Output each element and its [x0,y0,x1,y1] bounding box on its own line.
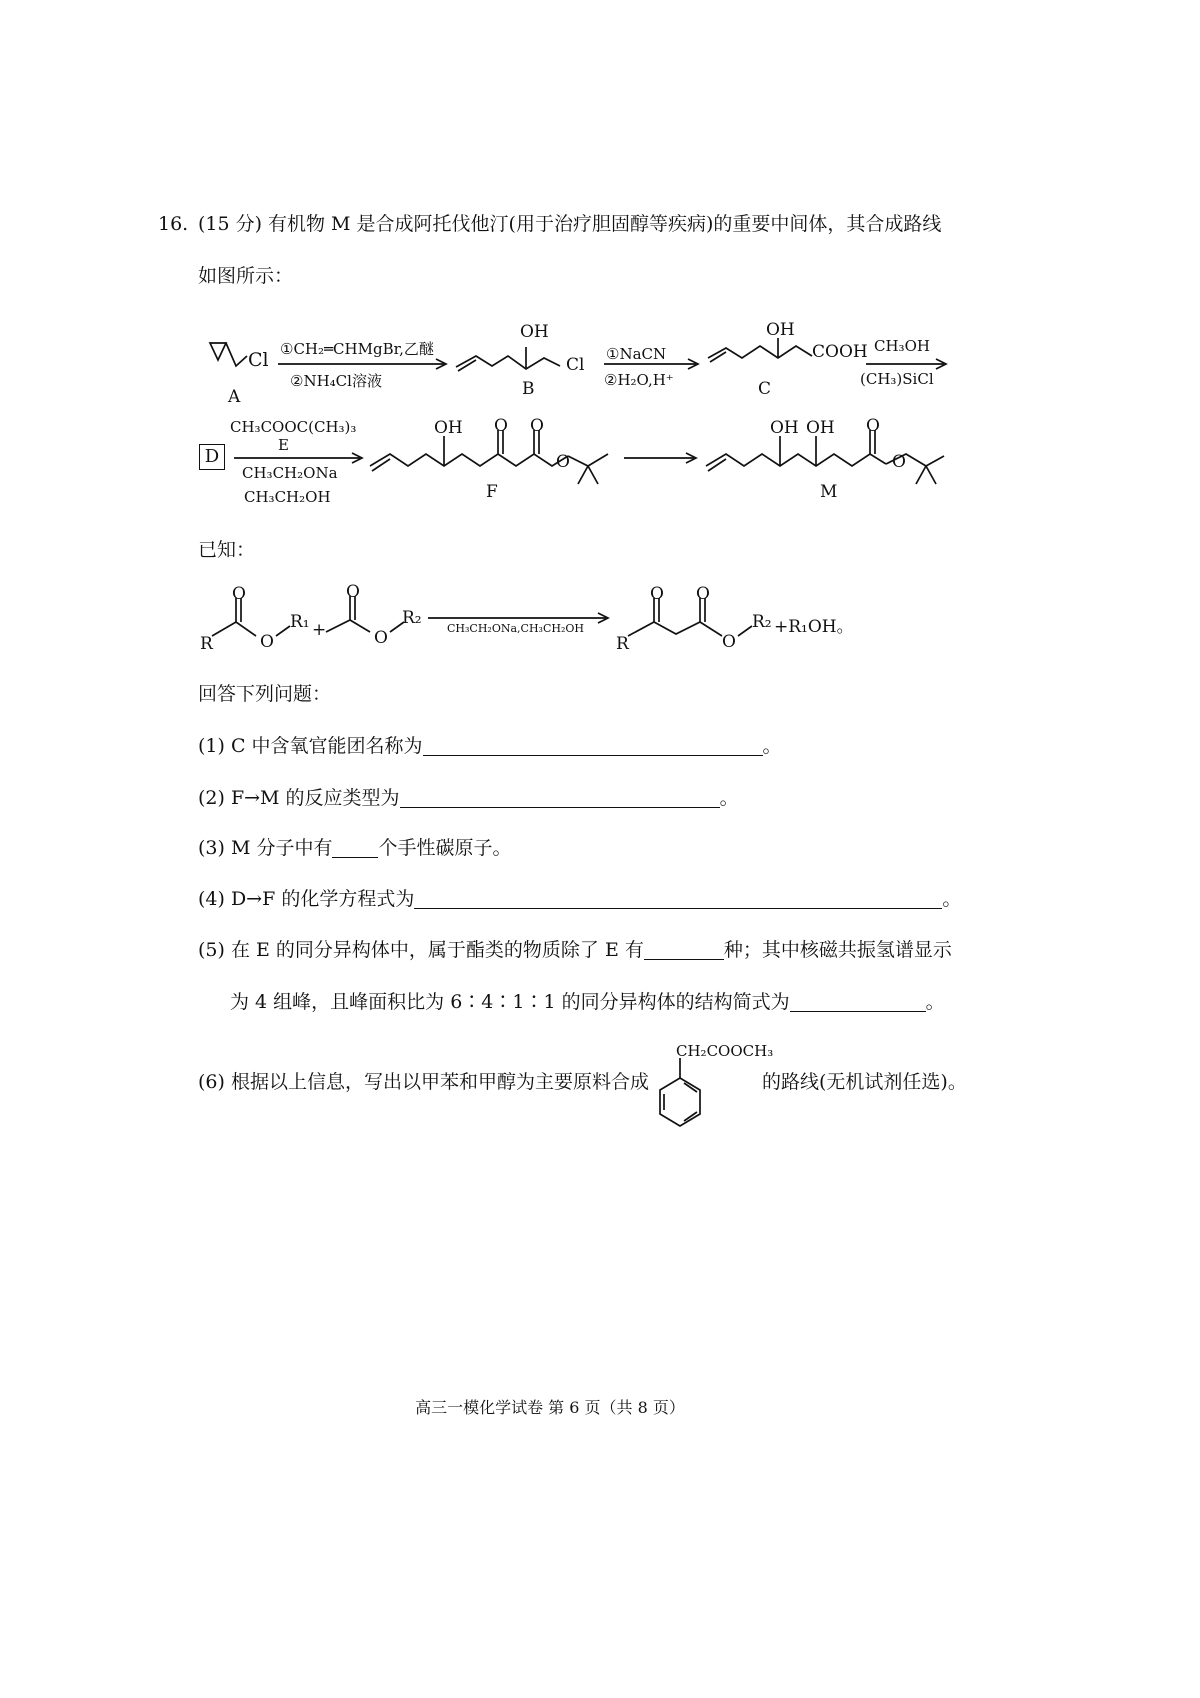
step2-reagent1: ①NaCN [606,345,667,363]
known-plus: + [312,620,327,640]
q5-line1 [198,941,952,960]
known-o1-ether: O [260,632,274,652]
q5-count-blank[interactable] [644,941,724,960]
step2-reagent2: ②H₂O,H⁺ [604,371,674,389]
step1-reagent2: ②NH₄Cl溶液 [290,372,382,390]
q6-end: 的路线(无机试剂任选)。 [762,1071,967,1093]
question-number: 16. [158,213,189,235]
compound-C-skeleton [708,346,812,358]
known-condition: CH₃CH₂ONa,CH₃CH₂OH [447,622,584,635]
answer-intro: 回答下列问题： [198,683,332,705]
q2-answer-blank[interactable] [400,789,720,808]
compound-A-cl: Cl [248,349,269,371]
known-ester2 [326,620,370,632]
step4-reagent-label: E [278,436,289,454]
compound-F-label: F [486,482,498,502]
question-intro-line1: 有机物 M 是合成阿托伐他汀(用于治疗胆固醇等疾病)的重要中间体，其合成路线 [268,213,942,235]
compound-F-o-ether: O [556,452,570,472]
step3-reagent2: (CH₃)SiCl [860,370,934,388]
q3-answer-blank[interactable] [332,839,378,858]
q1-answer-blank[interactable] [423,737,763,756]
q3-text: (3) M 分子中有 [198,837,333,859]
known-r2: R₂ [402,608,422,628]
q6-text: (6) 根据以上信息，写出以甲苯和甲醇为主要原料合成 [198,1071,649,1093]
q2 [198,789,739,808]
compound-C-oh: OH [766,320,795,340]
compound-M-skeleton [706,454,886,466]
compound-F-o-ester: O [530,416,544,436]
known-o2: O [346,582,360,602]
compound-A-label: A [228,387,241,407]
known-product-r: R [616,634,629,654]
q4 [198,890,961,909]
compound-F-o-keto: O [494,416,508,436]
compound-D-box: D [199,444,225,470]
compound-M-oh2: OH [806,418,835,438]
compound-M-label: M [820,482,838,502]
compound-B-oh: OH [520,322,549,342]
question-intro-line2: 如图所示： [198,265,294,287]
step4-reagent1: CH₃COOC(CH₃)₃ [230,418,357,436]
q5-text: (5) 在 E 的同分异构体中，属于酯类的物质除了 E 有 [198,939,644,961]
known-product-o2: O [696,584,710,604]
known-product-tail: +R₁OH。 [774,617,854,637]
compound-F-oh: OH [434,418,463,438]
compound-M-o-ether: O [892,452,906,472]
q5-line2 [230,993,945,1012]
known-o1: O [232,584,246,604]
known-product-o-ether: O [722,632,736,652]
benzene-ring [660,1078,700,1126]
known-product-o1: O [650,584,664,604]
compound-B-label: B [522,379,535,399]
step3-reagent1: CH₃OH [874,337,930,355]
known-title: 已知： [198,539,256,561]
step1-reagent1: ①CH₂═CHMgBr,乙醚 [280,340,434,358]
compound-F-skeleton [370,454,568,466]
compound-M-oh1: OH [770,418,799,438]
q2-end: 。 [719,787,739,809]
known-ester1 [212,622,256,636]
known-o2-ether: O [374,628,388,648]
compound-B-cl: Cl [566,355,585,375]
q3-end: 个手性碳原子。 [378,837,512,859]
page-footer: 高三一模化学试卷 第 6 页（共 8 页） [415,1398,685,1417]
question-score: (15 分) [198,213,263,235]
known-r1: R₁ [290,612,310,632]
compound-M-o-ester: O [866,416,880,436]
q4-answer-blank[interactable] [414,890,942,909]
compound-A-chain [226,343,247,366]
q2-text: (2) F→M 的反应类型为 [198,787,400,809]
step4-reagent3: CH₃CH₂OH [244,488,331,506]
q1-end: 。 [762,735,782,757]
step4-reagent2: CH₃CH₂ONa [242,464,338,482]
q5-end: 。 [925,991,945,1013]
q3 [198,839,511,858]
q6-substituent: CH₂COOCH₃ [676,1042,774,1060]
q5-structure-blank[interactable] [790,993,926,1012]
compound-C-cooh: COOH [812,342,868,362]
known-r: R [200,634,213,654]
known-product [628,622,722,636]
q5-line2-text: 为 4 组峰，且峰面积比为 6∶4∶1∶1 的同分异构体的结构简式为 [230,991,790,1013]
q4-text: (4) D→F 的化学方程式为 [198,888,415,910]
q4-end: 。 [942,888,962,910]
q5-text-mid: 种；其中核磁共振氢谱显示 [723,939,952,961]
q1-text: (1) C 中含氧官能团名称为 [198,735,423,757]
known-product-r2: R₂ [752,612,772,632]
compound-C-label: C [758,379,772,399]
compound-A-epoxide-ring [210,343,226,360]
q1 [198,737,782,756]
